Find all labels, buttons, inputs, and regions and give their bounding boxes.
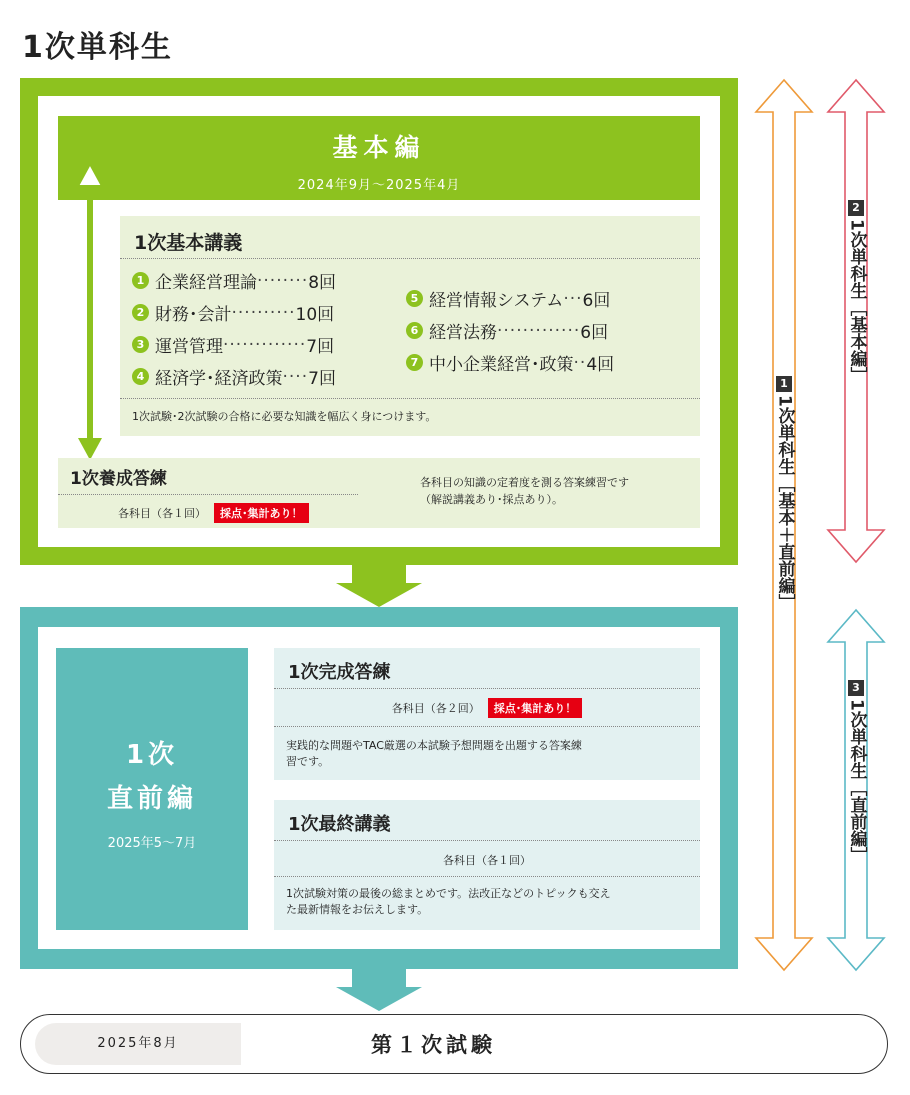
chokuzen-period: 2025年5～7月 bbox=[107, 836, 197, 851]
subject-item: 3 運営管理 ············· 7回 bbox=[132, 332, 334, 357]
answer-practice-sub: 各科目（各１回） 採点･集計あり！ bbox=[118, 503, 309, 523]
chokuzen-label-panel bbox=[56, 648, 248, 930]
answer-practice-box bbox=[58, 458, 700, 528]
kihon-double-arrow-icon bbox=[70, 162, 110, 462]
kihon-header bbox=[58, 116, 700, 200]
subject-item: 1 企業経営理論 ········ 8回 bbox=[132, 268, 336, 293]
down-arrow-icon bbox=[334, 565, 424, 609]
divider bbox=[274, 726, 700, 727]
kansei-box bbox=[274, 648, 700, 780]
saishu-desc: 1次試験対策の最後の総まとめです。法改正などのトピックも交え た最新情報をお伝えします。 bbox=[286, 887, 611, 916]
subject-item: 5 経営情報システム ··· 6回 bbox=[406, 286, 610, 311]
saishu-box bbox=[274, 800, 700, 930]
kihon-period: 2024年9月～2025年4月 bbox=[297, 178, 461, 193]
divider bbox=[120, 398, 700, 399]
scoring-badge: 採点･集計あり！ bbox=[488, 698, 583, 718]
saishu-title: 1次最終講義 bbox=[288, 814, 391, 835]
subject-item: 7 中小企業経営･政策 ·· 4回 bbox=[406, 350, 614, 375]
exam-bar bbox=[20, 1014, 888, 1074]
answer-practice-desc: 各科目の知識の定着度を測る答案練習です （解説講義あり･採点あり）。 bbox=[420, 476, 629, 506]
answer-practice-title: 1次養成答練 bbox=[70, 469, 167, 489]
side-label-1: 1 1次単科生［基本＋直前編］ bbox=[774, 377, 795, 611]
basic-lecture-note: 1次試験･2次試験の合格に必要な知識を幅広く身につけます。 bbox=[132, 410, 437, 423]
subject-item: 4 経済学･経済政策 ···· 7回 bbox=[132, 364, 336, 389]
basic-lecture-box bbox=[120, 216, 700, 436]
divider bbox=[274, 688, 700, 689]
saishu-sub: 各科目（各１回） bbox=[443, 854, 531, 867]
divider bbox=[120, 258, 700, 259]
kihon-title: 基本編 bbox=[332, 133, 426, 162]
subject-item: 6 経営法務 ············· 6回 bbox=[406, 318, 608, 343]
exam-date: 2025年8月 bbox=[35, 1023, 241, 1065]
exam-title: 第１次試験 bbox=[371, 1033, 496, 1057]
side-label-2: 2 1次単科生［基本編］ bbox=[846, 201, 867, 384]
kansei-desc: 実践的な問題やTAC厳選の本試験予想問題を出題する答案練 習です。 bbox=[286, 739, 582, 768]
chokuzen-label-line2: 直前編 bbox=[106, 784, 197, 814]
divider bbox=[58, 494, 358, 495]
page-title: 1次単科生 bbox=[22, 30, 173, 65]
scoring-badge: 採点･集計あり！ bbox=[214, 503, 309, 523]
side-label-3: 3 1次単科生［直前編］ bbox=[846, 681, 867, 864]
subject-item: 2 財務･会計 ·········· 10回 bbox=[132, 300, 334, 325]
divider bbox=[274, 876, 700, 877]
down-arrow-icon bbox=[334, 969, 424, 1013]
kansei-title: 1次完成答練 bbox=[288, 662, 391, 683]
kansei-sub: 各科目（各２回） 採点･集計あり！ bbox=[274, 698, 700, 718]
chokuzen-label-line1: 1次 bbox=[125, 740, 179, 770]
divider bbox=[274, 840, 700, 841]
basic-lecture-title: 1次基本講義 bbox=[134, 232, 243, 254]
